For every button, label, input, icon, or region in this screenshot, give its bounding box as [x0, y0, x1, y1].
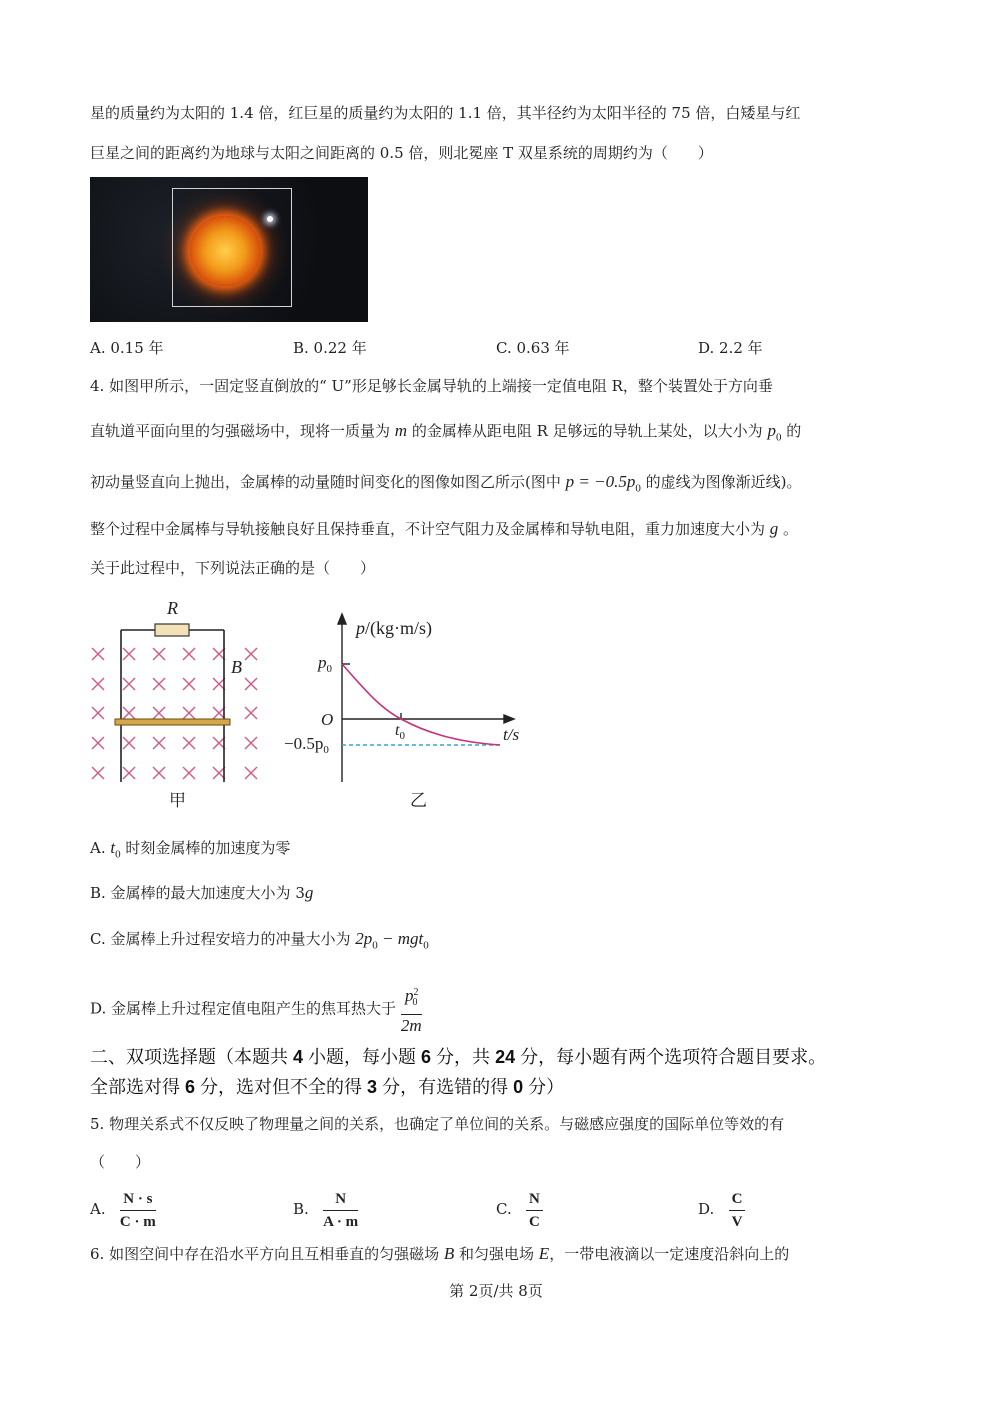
red-giant-image	[190, 216, 260, 286]
q4-line2-c: 的	[781, 422, 802, 440]
section2-header-line2: 全部选对得 6 分，选对但不全的得 3 分，有选错的得 0 分）	[90, 1077, 565, 1097]
q4-heat-fraction: $\frac{p^2_0}{2m}$	[401, 982, 422, 1037]
q3-option-d: D. 2.2 年	[698, 339, 763, 357]
q3-option-c: C. 0.63 年	[496, 339, 570, 357]
q3-option-a: A. 0.15 年	[90, 339, 164, 357]
q4-impulse-expr: $2p_0 - mgt_0$	[355, 929, 429, 952]
q5-line1: 5. 物理关系式不仅反映了物理量之间的关系，也确定了单位间的关系。与磁感应强度的国际单位等效的有	[90, 1115, 785, 1133]
q4-line3-b: 的虚线为图像渐近线)。	[640, 473, 802, 491]
q5-line2: （ ）	[90, 1153, 151, 1171]
q4-line5: 关于此过程中，下列说法正确的是（ ）	[90, 559, 376, 577]
binary-star-photo	[90, 177, 368, 322]
q4-option-d: D. 金属棒上升过程定值电阻产生的焦耳热大于 $\frac{p^2_0}{2m}$	[90, 982, 422, 1037]
figure-jia-caption: 甲	[169, 791, 186, 811]
q4-line3-a: 初动量竖直向上抛出，金属棒的动量随时间变化的图像如图乙所示(图中	[90, 473, 566, 491]
q4-asymptote-eq: $p = -0.5p_0$	[565, 472, 641, 495]
q5-option-a: A. $\frac{N \cdot s}{C \cdot m}$	[90, 1186, 156, 1233]
q4-p0-symbol: $p_0$	[767, 421, 782, 444]
origin-label: O	[321, 710, 334, 729]
y-axis-label: p/(kg·m/s)	[356, 618, 432, 638]
q5-option-b: B. $\frac{N}{A \cdot m}$	[293, 1186, 358, 1233]
section2-header-line1: 二、双项选择题（本题共 4 小题，每小题 6 分，共 24 分，每小题有两个选项符合题目要求。	[90, 1047, 827, 1067]
t0-label: $t_0$	[395, 722, 405, 742]
q3-text-line2: 巨星之间的距离约为地球与太阳之间距离的 0.5 倍，则北冕座 T 双星系统的周期约为（ ）	[90, 144, 713, 162]
q4-line2-b: 的金属棒从距电阻 R 足够远的导轨上某处，以大小为	[407, 422, 768, 440]
page-footer: 第 2页/共 8页	[449, 1282, 543, 1300]
q4-line4-b: 。	[778, 520, 799, 538]
q4-line4-a: 整个过程中金属棒与导轨接触良好且保持垂直，不计空气阻力及金属棒和导轨电阻，重力加速度大小为	[90, 520, 770, 538]
q4-line2-a: 直轨道平面向里的匀强磁场中，现将一质量为	[90, 422, 395, 440]
q5-option-d: D. $\frac{C}{V}$	[698, 1186, 745, 1233]
q4-option-c: C. 金属棒上升过程安培力的冲量大小为 $2p_0 - mgt_0$	[90, 929, 429, 952]
q4-mass-symbol: m	[394, 421, 408, 440]
x-axis-label: t/s	[503, 725, 520, 744]
white-dwarf-image	[267, 216, 273, 222]
neg-asymptote-label: $-0.5p_0$	[284, 734, 329, 756]
figure-yi-caption: 乙	[410, 791, 427, 811]
q4-line4	[90, 519, 798, 539]
q4-line2	[90, 421, 801, 447]
figure-jia	[85, 592, 270, 814]
momentum-curve	[342, 664, 500, 745]
q3-text-line1: 星的质量约为太阳的 1.4 倍，红巨星的质量约为太阳的 1.1 倍，其半径约为太阳半径的 75 倍，白矮星与红	[90, 104, 801, 122]
resistor-label: R	[167, 598, 178, 618]
metal-rod	[115, 719, 230, 725]
q4-line1: 4. 如图甲所示，一固定竖直倒放的“ U”形足够长金属导轨的上端接一定值电阻 R，整个装置处于方向垂	[90, 377, 773, 395]
figure-yi	[280, 600, 530, 814]
q4-g-symbol: g	[769, 519, 779, 538]
field-label: B	[231, 657, 242, 677]
q4-option-b: B. 金属棒的最大加速度大小为 3g	[90, 883, 314, 902]
q4-option-a: A. $t_0$ 时刻金属棒的加速度为零	[90, 838, 291, 861]
u-rail	[121, 630, 224, 782]
resistor	[155, 624, 189, 636]
axes	[338, 614, 514, 782]
q6-line1: 6. 如图空间中存在沿水平方向且互相垂直的匀强磁场 B 和匀强电场 E，一带电液滴以一定速度沿斜向上的	[90, 1244, 790, 1263]
q3-option-b: B. 0.22 年	[293, 339, 367, 357]
q5-option-c: C. $\frac{N}{C}$	[496, 1186, 543, 1233]
q4-t0-symbol: $t_0$	[110, 838, 121, 861]
q4-line3	[90, 472, 801, 498]
p0-label: $p_0$	[318, 653, 332, 675]
